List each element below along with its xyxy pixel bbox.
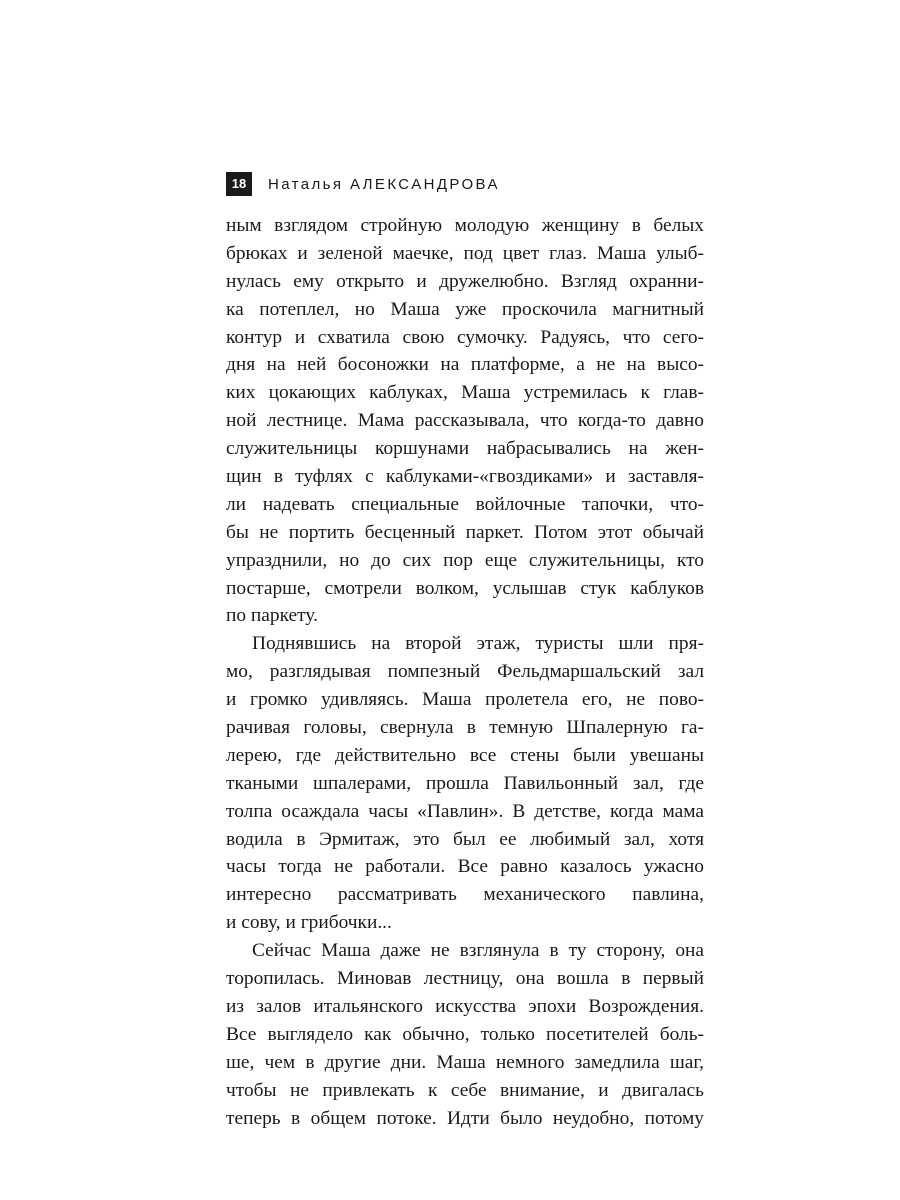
text-line: ным взглядом стройную молодую женщину в белых bbox=[226, 215, 704, 236]
text-line: интересно рассматривать механического павлина, bbox=[226, 884, 704, 906]
text-line: часы тогда не работали. Все равно казалось ужасно bbox=[226, 856, 704, 878]
text-line: чтобы не привлекать к себе внимание, и двигалась bbox=[226, 1079, 704, 1101]
text-line: ной лестнице. Мама рассказывала, что когда-то давно bbox=[226, 410, 704, 432]
text-line: бы не портить бесценный паркет. Потом этот обычай bbox=[226, 521, 704, 543]
body-text bbox=[226, 212, 704, 1132]
paragraph bbox=[226, 937, 704, 1132]
text-line: щин в туфлях с каблуками-«гвоздиками» и заставля- bbox=[226, 466, 704, 488]
text-line: толпа осаждала часы «Павлин». В детстве, когда мама bbox=[226, 800, 704, 822]
text-line: Все выглядело как обычно, только посетителей боль- bbox=[226, 1023, 704, 1045]
text-line: Сейчас Маша даже не взглянула в ту сторону, она bbox=[252, 940, 704, 962]
text-line: ткаными шпалерами, прошла Павильонный зал, где bbox=[226, 772, 704, 794]
text-line: мо, разглядывая помпезный Фельдмаршальский зал bbox=[226, 661, 704, 683]
text-line: из залов итальянского искусства эпохи Возрождения. bbox=[226, 995, 704, 1017]
text-line: брюках и зеленой маечке, под цвет глаз. Маша улыб- bbox=[226, 242, 704, 264]
text-line: рачивая головы, свернула в темную Шпалерную га- bbox=[226, 717, 704, 739]
text-line: и громко удивляясь. Маша пролетела его, не пово- bbox=[226, 689, 704, 711]
author-name: Наталья АЛЕКСАНДРОВА bbox=[268, 175, 500, 193]
text-line: ка потеплел, но Маша уже проскочила магнитный bbox=[226, 298, 704, 320]
text-line: упразднили, но до сих пор еще служительницы, кто bbox=[226, 549, 704, 571]
text-line: ли надевать специальные войлочные тапочки, что- bbox=[226, 493, 704, 515]
text-line: контур и схватила свою сумочку. Радуясь, что сего- bbox=[226, 326, 704, 348]
text-line: теперь в общем потоке. Идти было неудобно, потому bbox=[226, 1107, 704, 1129]
page-number: 18 bbox=[226, 172, 252, 196]
text-line: Поднявшись на второй этаж, туристы шли пря- bbox=[252, 633, 704, 655]
text-line: торопилась. Миновав лестницу, она вошла в первый bbox=[226, 968, 704, 990]
text-line: водила в Эрмитаж, это был ее любимый зал, хотя bbox=[226, 828, 704, 850]
running-header bbox=[226, 172, 500, 196]
text-line: ких цокающих каблуках, Маша устремилась к глав- bbox=[226, 382, 704, 404]
text-line: и сову, и грибочки... bbox=[226, 912, 392, 934]
text-line: ше, чем в другие дни. Маша немного замедлила шаг, bbox=[226, 1051, 704, 1073]
paragraph bbox=[226, 630, 704, 937]
paragraph bbox=[226, 212, 704, 630]
text-line: постарше, смотрели волком, услышав стук каблуков bbox=[226, 577, 704, 599]
text-line: дня на ней босоножки на платформе, а не на высо- bbox=[226, 354, 704, 376]
text-line: лерею, где действительно все стены были увешаны bbox=[226, 744, 704, 766]
text-line: служительницы коршунами набрасывались на жен- bbox=[226, 438, 704, 460]
text-line: нулась ему открыто и дружелюбно. Взгляд охранни- bbox=[226, 270, 704, 292]
text-line: по паркету. bbox=[226, 605, 318, 627]
